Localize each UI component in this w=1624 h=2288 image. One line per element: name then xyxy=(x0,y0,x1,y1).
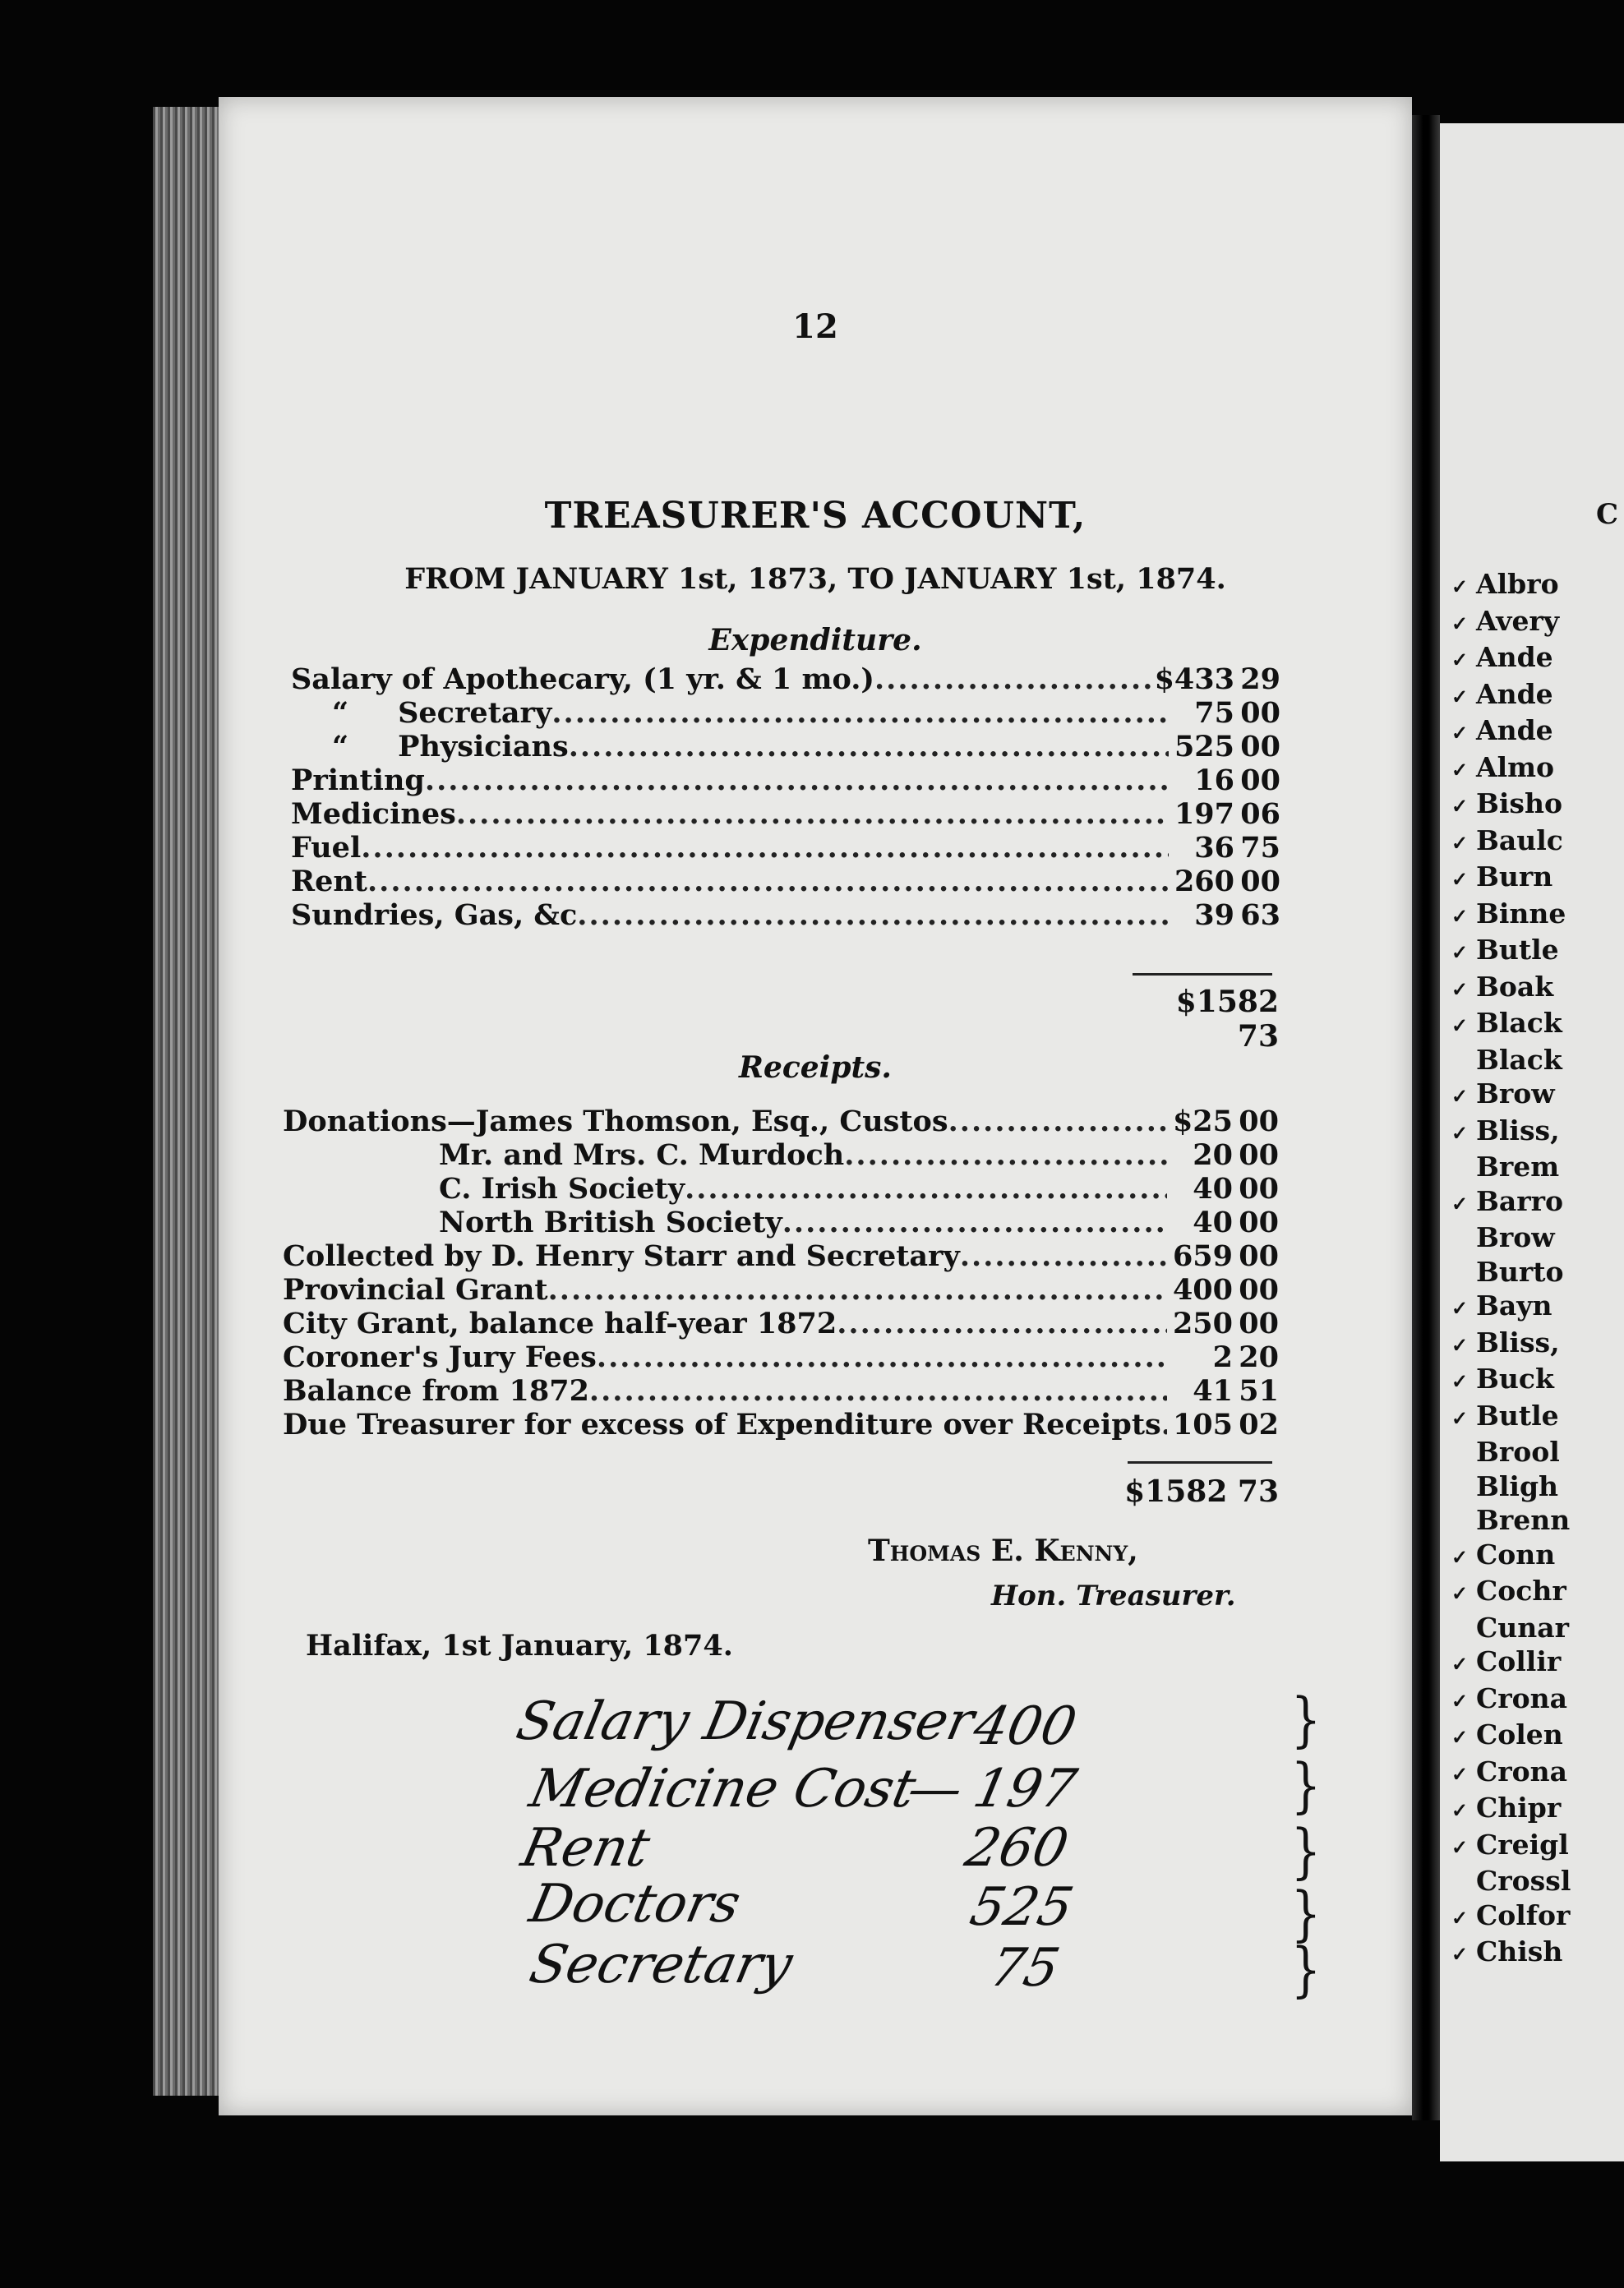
right-page-name-item xyxy=(1451,640,1571,677)
book-gutter xyxy=(1412,115,1440,2120)
right-page-name-item xyxy=(1451,604,1571,641)
row-dollars: 105 xyxy=(1172,1408,1233,1442)
handwritten-note-label: Salary Dispenser xyxy=(511,1691,980,1752)
right-page-name-item xyxy=(1451,1503,1571,1538)
leader-dots xyxy=(782,1206,1167,1239)
leader-dots xyxy=(569,730,1169,763)
right-page-name-item xyxy=(1451,713,1571,750)
row-cents: 63 xyxy=(1240,898,1280,932)
leader-dots xyxy=(589,1374,1167,1408)
expenditure-total-rule xyxy=(1133,973,1272,976)
treasurer-title: Hon. Treasurer. xyxy=(991,1580,1236,1612)
right-page-name-item xyxy=(1451,1935,1571,1972)
expenditure-row xyxy=(291,797,1280,831)
right-page-name-item xyxy=(1451,1791,1571,1828)
row-cents: 00 xyxy=(1239,1239,1279,1273)
check-mark-icon: ✓ xyxy=(1451,1761,1469,1786)
receipt-row xyxy=(283,1172,1279,1206)
right-page-name-item xyxy=(1451,823,1571,860)
handwritten-note-label: Secretary xyxy=(524,1935,798,1995)
handwritten-note-dash: — xyxy=(902,1759,968,1820)
right-page-name-text: Butle xyxy=(1476,934,1559,966)
row-dollars: 197 xyxy=(1174,797,1234,831)
row-dollars: 400 xyxy=(1172,1273,1233,1307)
right-page-name-item xyxy=(1451,1435,1571,1469)
row-cents: 00 xyxy=(1239,1206,1279,1239)
receipt-row xyxy=(283,1239,1279,1273)
right-page-name-item xyxy=(1451,897,1571,934)
expenditure-heading: Expenditure. xyxy=(708,623,922,657)
row-cents: 00 xyxy=(1239,1105,1279,1138)
right-page-name-item xyxy=(1451,1644,1571,1681)
check-mark-icon: ✓ xyxy=(1451,1405,1469,1430)
receipt-row xyxy=(283,1307,1279,1340)
row-label: City Grant, balance half-year 1872 xyxy=(283,1307,837,1340)
handwritten-brace: } xyxy=(1290,1935,1322,2004)
right-page-name-text: Chipr xyxy=(1476,1792,1562,1824)
right-page-name-item xyxy=(1451,933,1571,970)
check-mark-icon: ✓ xyxy=(1451,1120,1469,1145)
right-page-name-text: Ande xyxy=(1476,714,1553,746)
right-page-name-item xyxy=(1451,1289,1571,1326)
expenditure-row xyxy=(291,831,1280,865)
check-mark-icon: ✓ xyxy=(1451,648,1469,671)
row-label: Secretary xyxy=(398,696,552,730)
check-mark-icon: ✓ xyxy=(1451,1013,1469,1037)
row-dollars: 250 xyxy=(1172,1307,1233,1340)
right-page-name-text: Bisho xyxy=(1476,787,1563,819)
row-cents: 20 xyxy=(1239,1340,1279,1374)
check-mark-icon: ✓ xyxy=(1451,1798,1469,1822)
receipt-row xyxy=(283,1138,1279,1172)
right-page-name-text: Bliss, xyxy=(1476,1114,1560,1146)
row-cents: 00 xyxy=(1240,763,1280,797)
handwritten-brace: } xyxy=(1290,1816,1322,1885)
receipts-table xyxy=(283,1105,1279,1442)
right-page-name-text: Bligh xyxy=(1476,1469,1559,1502)
check-mark-icon: ✓ xyxy=(1451,611,1469,635)
row-label: Salary of Apothecary, (1 yr. & 1 mo.) xyxy=(291,662,874,696)
right-page-name-item xyxy=(1451,567,1571,604)
right-page-name-item xyxy=(1451,1220,1571,1255)
row-label: Donations—James Thomson, Esq., Custos xyxy=(283,1105,948,1138)
check-mark-icon: ✓ xyxy=(1451,721,1469,745)
row-label: Rent xyxy=(291,865,367,898)
handwritten-brace: } xyxy=(1290,1751,1322,1820)
row-dollars: $25 xyxy=(1172,1105,1233,1138)
right-page-name-text: Collir xyxy=(1476,1645,1562,1677)
check-mark-icon: ✓ xyxy=(1451,1544,1469,1569)
handwritten-note-label: Doctors xyxy=(524,1874,746,1935)
row-label: Fuel xyxy=(291,831,362,865)
right-page-name-text: Butle xyxy=(1476,1399,1559,1432)
right-page-name-item xyxy=(1451,750,1571,787)
receipts-total: $1582 73 xyxy=(1124,1474,1279,1509)
row-dollars: 260 xyxy=(1174,865,1234,898)
expenditure-row xyxy=(291,662,1280,696)
right-page-name-text: Burn xyxy=(1476,860,1553,893)
leader-dots xyxy=(577,898,1169,932)
check-mark-icon: ✓ xyxy=(1451,684,1469,708)
check-mark-icon: ✓ xyxy=(1451,1652,1469,1676)
expenditure-row xyxy=(291,730,1280,763)
handwritten-brace: } xyxy=(1290,1685,1322,1754)
right-page-name-item xyxy=(1451,970,1571,1007)
right-page-name-text: Albro xyxy=(1476,568,1559,600)
row-label: North British Society xyxy=(439,1206,782,1239)
handwritten-note-value: 525 xyxy=(965,1877,1079,1938)
check-mark-icon: ✓ xyxy=(1451,1905,1469,1930)
leader-dots xyxy=(548,1273,1167,1307)
right-page-name-text: Cunar xyxy=(1476,1611,1570,1644)
account-title: TREASURER'S ACCOUNT, xyxy=(544,495,1087,537)
row-cents: 51 xyxy=(1239,1374,1279,1408)
treasurer-name: Thomas E. Kenny, xyxy=(868,1534,1138,1568)
handwritten-note-value: 197 xyxy=(968,1759,1082,1820)
row-dollars: 75 xyxy=(1194,696,1234,730)
ditto-mark: “ xyxy=(332,696,349,730)
row-dollars: 36 xyxy=(1194,831,1234,865)
check-mark-icon: ✓ xyxy=(1451,903,1469,928)
check-mark-icon: ✓ xyxy=(1451,757,1469,782)
row-cents: 02 xyxy=(1239,1408,1279,1442)
right-page-name-item xyxy=(1451,1150,1571,1184)
right-page-name-item xyxy=(1451,1043,1571,1077)
right-page-name-text: Cochr xyxy=(1476,1575,1566,1607)
right-page-name-item xyxy=(1451,1681,1571,1718)
row-label: Balance from 1872 xyxy=(283,1374,589,1408)
check-mark-icon: ✓ xyxy=(1451,976,1469,1001)
check-mark-icon: ✓ xyxy=(1451,940,1469,964)
right-page-name-text: Crona xyxy=(1476,1681,1568,1714)
check-mark-icon: ✓ xyxy=(1451,574,1469,598)
row-label: Printing xyxy=(291,763,425,797)
leader-dots xyxy=(1161,1408,1167,1442)
check-mark-icon: ✓ xyxy=(1451,1688,1469,1713)
right-page-name-item xyxy=(1451,786,1571,823)
right-page-name-item xyxy=(1451,860,1571,897)
ditto-mark: “ xyxy=(332,730,349,763)
right-page-header: C xyxy=(1596,498,1619,531)
expenditure-row xyxy=(291,898,1280,932)
check-mark-icon: ✓ xyxy=(1451,794,1469,818)
check-mark-icon: ✓ xyxy=(1451,1369,1469,1393)
right-page-name-item xyxy=(1451,1469,1571,1504)
right-page-name-text: Buck xyxy=(1476,1363,1554,1395)
receipts-total-rule xyxy=(1128,1461,1272,1464)
receipt-row xyxy=(283,1273,1279,1307)
right-page-name-item xyxy=(1451,1718,1571,1755)
receipt-row xyxy=(283,1105,1279,1138)
right-page-name-text: Bliss, xyxy=(1476,1326,1560,1358)
receipt-row xyxy=(283,1374,1279,1408)
right-page-name-item xyxy=(1451,1255,1571,1289)
right-page-name-text: Brow xyxy=(1476,1077,1555,1109)
left-page xyxy=(219,97,1412,2115)
leader-dots xyxy=(551,696,1169,730)
row-label: Sundries, Gas, &c xyxy=(291,898,578,932)
row-dollars: 39 xyxy=(1194,898,1234,932)
expenditure-row xyxy=(291,696,1280,730)
row-dollars: 20 xyxy=(1193,1138,1233,1172)
right-page-name-item xyxy=(1451,677,1571,714)
right-page-name-item xyxy=(1451,1399,1571,1436)
check-mark-icon: ✓ xyxy=(1451,867,1469,891)
handwritten-note-value: 400 xyxy=(968,1696,1082,1757)
receipt-row xyxy=(283,1206,1279,1239)
row-cents: 00 xyxy=(1239,1307,1279,1340)
check-mark-icon: ✓ xyxy=(1451,1834,1469,1859)
right-page-name-text: Barro xyxy=(1476,1184,1564,1217)
leader-dots xyxy=(597,1340,1167,1374)
row-label: Provincial Grant xyxy=(283,1273,548,1307)
right-page-name-item xyxy=(1451,1006,1571,1043)
right-page-name-item xyxy=(1451,1574,1571,1611)
right-page-name-text: Black xyxy=(1476,1007,1562,1039)
handwritten-note-label: Rent xyxy=(516,1818,655,1879)
row-cents: 75 xyxy=(1240,831,1280,865)
row-dollars: 659 xyxy=(1172,1239,1233,1273)
row-cents: 00 xyxy=(1239,1172,1279,1206)
right-page-name-item xyxy=(1451,1326,1571,1363)
row-label: Due Treasurer for excess of Expenditure over Receipts xyxy=(283,1408,1161,1442)
right-page-name-text: Burto xyxy=(1476,1255,1564,1288)
leader-dots xyxy=(874,662,1155,696)
row-dollars: 2 xyxy=(1212,1340,1233,1374)
row-cents: 06 xyxy=(1240,797,1280,831)
right-page-name-item xyxy=(1451,1114,1571,1151)
row-label: Mr. and Mrs. C. Murdoch xyxy=(439,1138,845,1172)
row-dollars: $433 xyxy=(1154,662,1234,696)
right-page-name-text: Brool xyxy=(1476,1436,1560,1468)
right-page-name-item xyxy=(1451,1077,1571,1114)
right-page-name-text: Black xyxy=(1476,1043,1562,1076)
leader-dots xyxy=(425,763,1169,797)
right-page-name-text: Colfor xyxy=(1476,1898,1571,1931)
row-cents: 00 xyxy=(1240,696,1280,730)
right-page-name-item xyxy=(1451,1755,1571,1792)
check-mark-icon: ✓ xyxy=(1451,830,1469,855)
row-dollars: 40 xyxy=(1193,1172,1233,1206)
row-cents: 00 xyxy=(1239,1273,1279,1307)
handwritten-brace: } xyxy=(1290,1879,1322,1948)
leader-dots xyxy=(960,1239,1167,1273)
right-page-name-text: Baulc xyxy=(1476,823,1563,856)
place-and-date: Halifax, 1st January, 1874. xyxy=(306,1629,733,1663)
expenditure-table xyxy=(291,662,1280,932)
right-page-name-item xyxy=(1451,1828,1571,1865)
row-cents: 29 xyxy=(1240,662,1280,696)
expenditure-row xyxy=(291,865,1280,898)
right-page-name-text: Brem xyxy=(1476,1151,1560,1183)
row-label: C. Irish Society xyxy=(439,1172,685,1206)
right-page-name-text: Chish xyxy=(1476,1935,1563,1967)
row-dollars: 16 xyxy=(1194,763,1234,797)
check-mark-icon: ✓ xyxy=(1451,1581,1469,1605)
right-page-name-item xyxy=(1451,1538,1571,1575)
handwritten-note-value: 75 xyxy=(985,1938,1065,1999)
receipts-heading: Receipts. xyxy=(739,1050,892,1085)
leader-dots xyxy=(361,831,1169,865)
row-label: Physicians xyxy=(398,730,569,763)
right-page-name-item xyxy=(1451,1611,1571,1645)
right-page-name-text: Boak xyxy=(1476,970,1554,1003)
right-page-name-item xyxy=(1451,1184,1571,1221)
row-dollars: 525 xyxy=(1174,730,1234,763)
right-page-name-text: Brow xyxy=(1476,1221,1555,1253)
check-mark-icon: ✓ xyxy=(1451,1942,1469,1966)
leader-dots xyxy=(837,1307,1167,1340)
leader-dots xyxy=(948,1105,1167,1138)
right-page-name-text: Brenn xyxy=(1476,1504,1571,1536)
right-page-name-text: Almo xyxy=(1476,750,1555,783)
right-page-name-text: Conn xyxy=(1476,1538,1556,1571)
leader-dots xyxy=(685,1172,1167,1206)
leader-dots xyxy=(844,1138,1167,1172)
row-cents: 00 xyxy=(1239,1138,1279,1172)
right-page-name-text: Crona xyxy=(1476,1755,1568,1788)
check-mark-icon: ✓ xyxy=(1451,1084,1469,1108)
right-page xyxy=(1440,123,1624,2161)
page-number: 12 xyxy=(792,307,838,346)
row-cents: 00 xyxy=(1240,865,1280,898)
right-page-name-text: Ande xyxy=(1476,641,1553,673)
right-page-name-item xyxy=(1451,1898,1571,1935)
handwritten-note-label: Medicine Cost xyxy=(524,1759,921,1820)
receipt-row xyxy=(283,1408,1279,1442)
receipt-row xyxy=(283,1340,1279,1374)
expenditure-total: $1582 73 xyxy=(1175,985,1279,1054)
handwritten-note-value: 260 xyxy=(960,1818,1074,1879)
right-page-name-text: Ande xyxy=(1476,677,1553,710)
row-dollars: 40 xyxy=(1193,1206,1233,1239)
row-label: Coroner's Jury Fees xyxy=(283,1340,597,1374)
right-page-name-item xyxy=(1451,1362,1571,1399)
leader-dots xyxy=(367,865,1169,898)
row-label: Collected by D. Henry Starr and Secretary xyxy=(283,1239,960,1273)
row-dollars: 41 xyxy=(1193,1374,1233,1408)
right-page-name-text: Bayn xyxy=(1476,1289,1552,1322)
right-page-name-text: Avery xyxy=(1476,604,1559,637)
right-page-name-text: Crossl xyxy=(1476,1865,1571,1897)
right-page-name-text: Binne xyxy=(1476,897,1566,930)
right-page-name-item xyxy=(1451,1864,1571,1898)
row-label: Medicines xyxy=(291,797,456,831)
check-mark-icon: ✓ xyxy=(1451,1191,1469,1216)
check-mark-icon: ✓ xyxy=(1451,1296,1469,1320)
account-period: FROM JANUARY 1st, 1873, TO JANUARY 1st, 1874. xyxy=(404,562,1226,596)
row-cents: 00 xyxy=(1240,730,1280,763)
right-page-name-text: Creigl xyxy=(1476,1828,1569,1861)
check-mark-icon: ✓ xyxy=(1451,1725,1469,1749)
right-page-name-text: Colen xyxy=(1476,1718,1563,1751)
expenditure-row xyxy=(291,763,1280,797)
check-mark-icon: ✓ xyxy=(1451,1332,1469,1357)
leader-dots xyxy=(456,797,1169,831)
right-page-name-list xyxy=(1451,567,1571,1972)
